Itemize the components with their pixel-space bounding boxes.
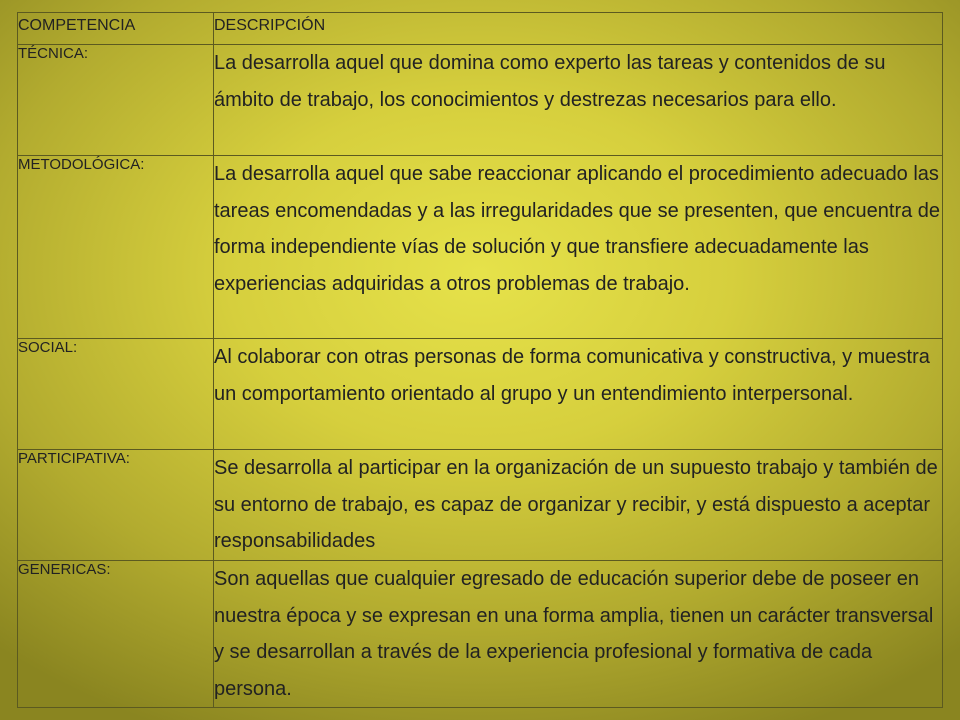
competencias-table — [17, 12, 943, 708]
competencia-description: La desarrolla aquel que domina como experto las tareas y contenidos de su ámbito de trabajo, los conocimientos y destrezas necesarios para ello. — [214, 45, 943, 156]
competencia-description: Son aquellas que cualquier egresado de educación superior debe de poseer en nuestra época y se expresan en una forma amplia, tienen un carácter transversal y se desarrollan a través de la experiencia profesional y formativa de cada persona. — [214, 561, 943, 708]
table-row — [18, 45, 943, 156]
table-row — [18, 156, 943, 339]
header-competencia: COMPETENCIA — [18, 13, 214, 45]
competencia-name: PARTICIPATIVA: — [18, 450, 214, 561]
competencia-description: Se desarrolla al participar en la organización de un supuesto trabajo y también de su entorno de trabajo, es capaz de organizar y recibir, y está dispuesto a aceptar responsabilidades — [214, 450, 943, 561]
competencia-description: Al colaborar con otras personas de forma comunicativa y constructiva, y muestra un comportamiento orientado al grupo y un entendimiento interpersonal. — [214, 339, 943, 450]
table-row — [18, 561, 943, 708]
competencia-name: GENERICAS: — [18, 561, 214, 708]
table-header-row — [18, 13, 943, 45]
table-row — [18, 339, 943, 450]
competencia-description: La desarrolla aquel que sabe reaccionar aplicando el procedimiento adecuado las tareas encomendadas y a las irregularidades que se presenten, que encuentra de forma independiente vías de solución y que transfiere adecuadamente las experiencias adquiridas a otros problemas de trabajo. — [214, 156, 943, 339]
table-row — [18, 450, 943, 561]
competencia-name: TÉCNICA: — [18, 45, 214, 156]
header-descripcion: DESCRIPCIÓN — [214, 13, 943, 45]
competencia-name: METODOLÓGICA: — [18, 156, 214, 339]
competencia-name: SOCIAL: — [18, 339, 214, 450]
